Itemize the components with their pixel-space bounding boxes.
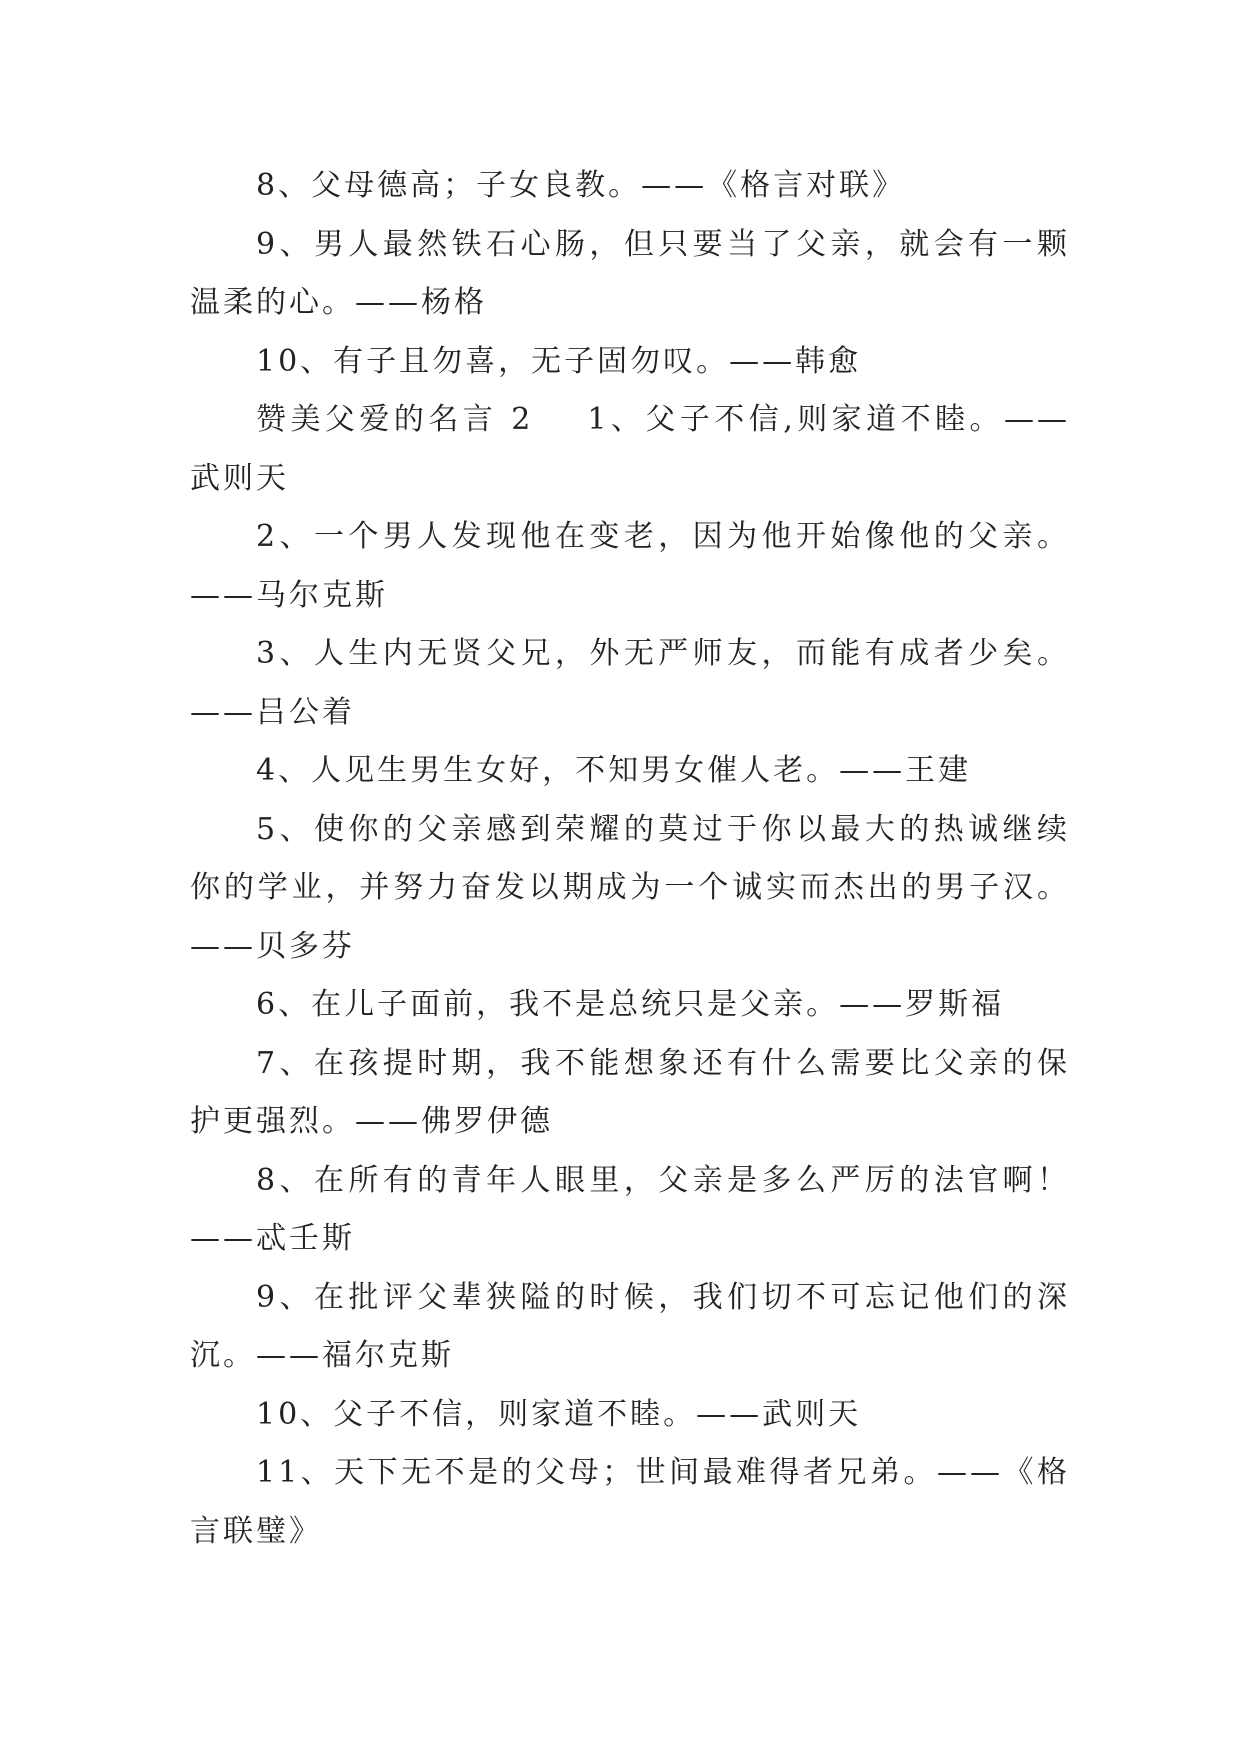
- section-heading-paragraph: [190, 391, 1070, 508]
- quote-text: 8、父母德高；子女良教。——《格言对联》: [256, 168, 906, 203]
- section-heading: 赞美父爱的名言 2: [256, 402, 534, 437]
- quote-text: 10、有子且勿喜，无子固勿叹。——韩愈: [256, 343, 862, 379]
- quote-text: 8、在所有的青年人眼里，父亲是多么严厉的法官啊！——忒壬斯: [190, 1162, 1070, 1256]
- quote-paragraph: [190, 1152, 1070, 1269]
- quote-text: 4、人见生男生女好，不知男女催人老。——王建: [256, 753, 972, 788]
- quote-text: 9、在批评父辈狭隘的时候，我们切不可忘记他们的深沉。——福尔克斯: [190, 1279, 1070, 1373]
- quote-text: 7、在孩提时期，我不能想象还有什么需要比父亲的保护更强烈。——佛罗伊德: [190, 1045, 1070, 1139]
- quote-text: 2、一个男人发现他在变老，因为他开始像他的父亲。——马尔克斯: [190, 519, 1070, 613]
- quote-paragraph: [190, 1444, 1070, 1561]
- quote-text: 5、使你的父亲感到荣耀的莫过于你以最大的热诚继续你的学业，并努力奋发以期成为一个诚实而杰出的男子汉。——贝多芬: [190, 811, 1070, 964]
- quote-text: 1、父子不信,则家道不睦。——武则天: [190, 402, 1071, 496]
- quote-paragraph: [190, 333, 1070, 392]
- quote-text: 3、人生内无贤父兄，外无严师友，而能有成者少矣。——吕公着: [190, 636, 1070, 730]
- quote-paragraph: [190, 1386, 1070, 1445]
- quote-paragraph: [190, 216, 1070, 333]
- quote-text: 10、父子不信，则家道不睦。——武则天: [256, 1396, 862, 1432]
- quote-paragraph: [190, 157, 1070, 216]
- quote-text: 9、男人最然铁石心肠，但只要当了父亲，就会有一颗温柔的心。——杨格: [190, 226, 1070, 320]
- quote-paragraph: [190, 1035, 1070, 1152]
- quote-paragraph: [190, 508, 1070, 625]
- quote-text: 11、天下无不是的父母；世间最难得者兄弟。——《格言联璧》: [190, 1455, 1070, 1549]
- quote-paragraph: [190, 1269, 1070, 1386]
- quote-paragraph: [190, 742, 1070, 801]
- quote-text: 6、在儿子面前，我不是总统只是父亲。——罗斯福: [256, 987, 1005, 1022]
- document-body: [190, 157, 1070, 1561]
- quote-paragraph: [190, 801, 1070, 977]
- quote-paragraph: [190, 625, 1070, 742]
- quote-paragraph: [190, 976, 1070, 1035]
